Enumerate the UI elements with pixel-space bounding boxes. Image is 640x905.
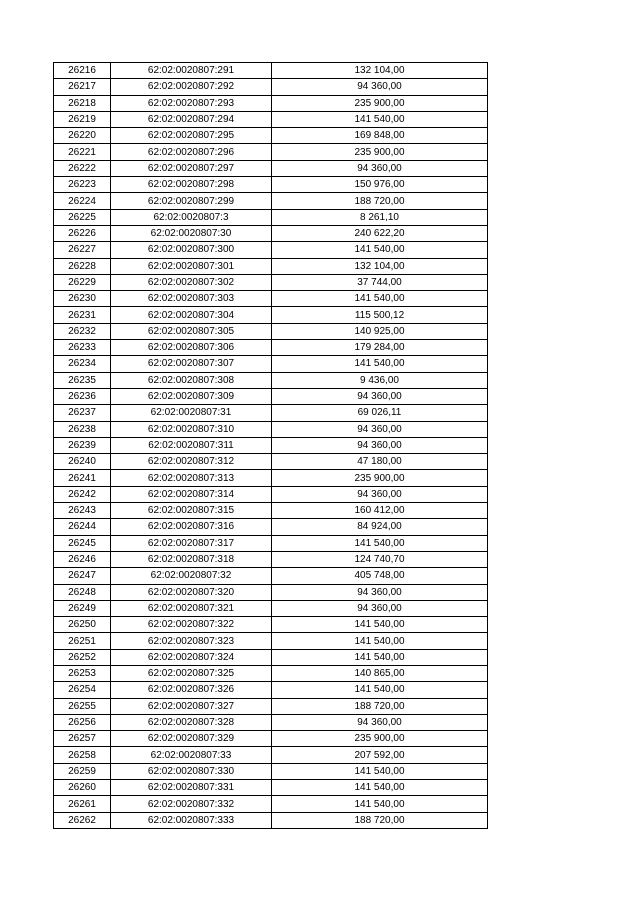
cadastral-number-cell: 62:02:0020807:303 (111, 291, 272, 307)
cadastral-number-cell: 62:02:0020807:323 (111, 633, 272, 649)
row-number-cell: 26253 (54, 665, 111, 681)
cadastral-number-cell: 62:02:0020807:330 (111, 763, 272, 779)
cadastral-value-cell: 94 360,00 (272, 714, 488, 730)
row-number-cell: 26221 (54, 144, 111, 160)
cadastral-value-cell: 94 360,00 (272, 437, 488, 453)
table-row (54, 503, 488, 519)
cadastral-number-cell: 62:02:0020807:317 (111, 535, 272, 551)
cadastral-value-cell: 47 180,00 (272, 454, 488, 470)
cadastral-number-cell: 62:02:0020807:327 (111, 698, 272, 714)
table-row (54, 340, 488, 356)
cadastral-value-cell: 9 436,00 (272, 372, 488, 388)
cadastral-value-cell: 235 900,00 (272, 470, 488, 486)
cadastral-number-cell: 62:02:0020807:332 (111, 796, 272, 812)
cadastral-value-cell: 94 360,00 (272, 388, 488, 404)
table-row (54, 796, 488, 812)
row-number-cell: 26247 (54, 568, 111, 584)
table-row (54, 649, 488, 665)
row-number-cell: 26237 (54, 405, 111, 421)
cadastral-number-cell: 62:02:0020807:331 (111, 780, 272, 796)
cadastral-number-cell: 62:02:0020807:310 (111, 421, 272, 437)
cadastral-number-cell: 62:02:0020807:293 (111, 95, 272, 111)
row-number-cell: 26259 (54, 763, 111, 779)
row-number-cell: 26255 (54, 698, 111, 714)
cadastral-value-cell: 94 360,00 (272, 486, 488, 502)
cadastral-number-cell: 62:02:0020807:305 (111, 323, 272, 339)
cadastral-value-cell: 141 540,00 (272, 242, 488, 258)
cadastral-value-cell: 169 848,00 (272, 128, 488, 144)
table-row (54, 95, 488, 111)
cadastral-value-cell: 141 540,00 (272, 780, 488, 796)
cadastral-value-cell: 124 740,70 (272, 551, 488, 567)
cadastral-value-cell: 141 540,00 (272, 356, 488, 372)
cadastral-value-cell: 132 104,00 (272, 258, 488, 274)
cadastral-value-cell: 94 360,00 (272, 160, 488, 176)
table-row (54, 356, 488, 372)
row-number-cell: 26261 (54, 796, 111, 812)
table-row (54, 633, 488, 649)
cadastral-value-cell: 141 540,00 (272, 649, 488, 665)
table-row (54, 454, 488, 470)
table-row (54, 307, 488, 323)
row-number-cell: 26245 (54, 535, 111, 551)
table-row (54, 160, 488, 176)
row-number-cell: 26256 (54, 714, 111, 730)
row-number-cell: 26246 (54, 551, 111, 567)
table-row (54, 617, 488, 633)
cadastral-value-cell: 8 261,10 (272, 209, 488, 225)
cadastral-number-cell: 62:02:0020807:312 (111, 454, 272, 470)
row-number-cell: 26254 (54, 682, 111, 698)
row-number-cell: 26222 (54, 160, 111, 176)
cadastral-value-cell: 235 900,00 (272, 731, 488, 747)
cadastral-number-cell: 62:02:0020807:325 (111, 665, 272, 681)
table-body (54, 63, 488, 829)
cadastral-number-cell: 62:02:0020807:307 (111, 356, 272, 372)
row-number-cell: 26220 (54, 128, 111, 144)
table-row (54, 79, 488, 95)
row-number-cell: 26262 (54, 812, 111, 828)
cadastral-number-cell: 62:02:0020807:320 (111, 584, 272, 600)
row-number-cell: 26249 (54, 600, 111, 616)
row-number-cell: 26226 (54, 225, 111, 241)
cadastral-value-cell: 37 744,00 (272, 274, 488, 290)
table-row (54, 763, 488, 779)
row-number-cell: 26242 (54, 486, 111, 502)
row-number-cell: 26224 (54, 193, 111, 209)
table-row (54, 568, 488, 584)
row-number-cell: 26225 (54, 209, 111, 225)
table-row (54, 323, 488, 339)
cadastral-value-table (53, 62, 488, 829)
table-row (54, 519, 488, 535)
cadastral-value-cell: 141 540,00 (272, 617, 488, 633)
cadastral-number-cell: 62:02:0020807:333 (111, 812, 272, 828)
cadastral-value-cell: 141 540,00 (272, 633, 488, 649)
cadastral-number-cell: 62:02:0020807:299 (111, 193, 272, 209)
row-number-cell: 26251 (54, 633, 111, 649)
cadastral-value-cell: 94 360,00 (272, 600, 488, 616)
row-number-cell: 26217 (54, 79, 111, 95)
cadastral-number-cell: 62:02:0020807:301 (111, 258, 272, 274)
cadastral-number-cell: 62:02:0020807:311 (111, 437, 272, 453)
table-row (54, 274, 488, 290)
row-number-cell: 26219 (54, 111, 111, 127)
table-row (54, 486, 488, 502)
cadastral-value-cell: 235 900,00 (272, 144, 488, 160)
table-row (54, 421, 488, 437)
cadastral-number-cell: 62:02:0020807:306 (111, 340, 272, 356)
cadastral-value-cell: 188 720,00 (272, 812, 488, 828)
cadastral-value-cell: 179 284,00 (272, 340, 488, 356)
row-number-cell: 26250 (54, 617, 111, 633)
cadastral-number-cell: 62:02:0020807:304 (111, 307, 272, 323)
cadastral-number-cell: 62:02:0020807:324 (111, 649, 272, 665)
cadastral-value-cell: 150 976,00 (272, 177, 488, 193)
cadastral-value-cell: 84 924,00 (272, 519, 488, 535)
row-number-cell: 26231 (54, 307, 111, 323)
row-number-cell: 26223 (54, 177, 111, 193)
row-number-cell: 26227 (54, 242, 111, 258)
cadastral-number-cell: 62:02:0020807:294 (111, 111, 272, 127)
cadastral-number-cell: 62:02:0020807:302 (111, 274, 272, 290)
table-row (54, 437, 488, 453)
row-number-cell: 26258 (54, 747, 111, 763)
row-number-cell: 26234 (54, 356, 111, 372)
row-number-cell: 26235 (54, 372, 111, 388)
table-row (54, 128, 488, 144)
cadastral-number-cell: 62:02:0020807:314 (111, 486, 272, 502)
table-row (54, 291, 488, 307)
cadastral-number-cell: 62:02:0020807:329 (111, 731, 272, 747)
row-number-cell: 26260 (54, 780, 111, 796)
cadastral-value-cell: 141 540,00 (272, 682, 488, 698)
cadastral-value-cell: 188 720,00 (272, 698, 488, 714)
cadastral-value-cell: 69 026,11 (272, 405, 488, 421)
table-row (54, 405, 488, 421)
cadastral-number-cell: 62:02:0020807:315 (111, 503, 272, 519)
cadastral-number-cell: 62:02:0020807:291 (111, 63, 272, 79)
row-number-cell: 26230 (54, 291, 111, 307)
cadastral-value-cell: 188 720,00 (272, 193, 488, 209)
table-row (54, 714, 488, 730)
row-number-cell: 26243 (54, 503, 111, 519)
cadastral-value-cell: 140 865,00 (272, 665, 488, 681)
row-number-cell: 26257 (54, 731, 111, 747)
cadastral-value-cell: 141 540,00 (272, 111, 488, 127)
row-number-cell: 26244 (54, 519, 111, 535)
table-row (54, 470, 488, 486)
table-row (54, 63, 488, 79)
table-row (54, 111, 488, 127)
cadastral-value-cell: 240 622,20 (272, 225, 488, 241)
table-row (54, 780, 488, 796)
cadastral-number-cell: 62:02:0020807:30 (111, 225, 272, 241)
row-number-cell: 26229 (54, 274, 111, 290)
cadastral-value-cell: 115 500,12 (272, 307, 488, 323)
row-number-cell: 26238 (54, 421, 111, 437)
table-row (54, 372, 488, 388)
table-row (54, 682, 488, 698)
table-row (54, 600, 488, 616)
cadastral-number-cell: 62:02:0020807:328 (111, 714, 272, 730)
row-number-cell: 26218 (54, 95, 111, 111)
table-row (54, 698, 488, 714)
cadastral-value-cell: 235 900,00 (272, 95, 488, 111)
table-row (54, 225, 488, 241)
table-row (54, 193, 488, 209)
cadastral-number-cell: 62:02:0020807:313 (111, 470, 272, 486)
cadastral-value-cell: 140 925,00 (272, 323, 488, 339)
cadastral-value-cell: 94 360,00 (272, 79, 488, 95)
row-number-cell: 26233 (54, 340, 111, 356)
cadastral-number-cell: 62:02:0020807:3 (111, 209, 272, 225)
cadastral-number-cell: 62:02:0020807:297 (111, 160, 272, 176)
row-number-cell: 26252 (54, 649, 111, 665)
cadastral-number-cell: 62:02:0020807:298 (111, 177, 272, 193)
cadastral-number-cell: 62:02:0020807:33 (111, 747, 272, 763)
table-row (54, 144, 488, 160)
cadastral-value-cell: 207 592,00 (272, 747, 488, 763)
cadastral-value-cell: 405 748,00 (272, 568, 488, 584)
cadastral-number-cell: 62:02:0020807:296 (111, 144, 272, 160)
cadastral-number-cell: 62:02:0020807:300 (111, 242, 272, 258)
cadastral-number-cell: 62:02:0020807:318 (111, 551, 272, 567)
cadastral-value-cell: 141 540,00 (272, 796, 488, 812)
row-number-cell: 26239 (54, 437, 111, 453)
cadastral-value-cell: 94 360,00 (272, 584, 488, 600)
table-row (54, 177, 488, 193)
cadastral-number-cell: 62:02:0020807:292 (111, 79, 272, 95)
row-number-cell: 26232 (54, 323, 111, 339)
cadastral-number-cell: 62:02:0020807:316 (111, 519, 272, 535)
cadastral-number-cell: 62:02:0020807:32 (111, 568, 272, 584)
cadastral-number-cell: 62:02:0020807:308 (111, 372, 272, 388)
row-number-cell: 26241 (54, 470, 111, 486)
cadastral-number-cell: 62:02:0020807:326 (111, 682, 272, 698)
table-row (54, 242, 488, 258)
cadastral-value-cell: 132 104,00 (272, 63, 488, 79)
cadastral-number-cell: 62:02:0020807:321 (111, 600, 272, 616)
cadastral-value-cell: 94 360,00 (272, 421, 488, 437)
table-row (54, 812, 488, 828)
cadastral-number-cell: 62:02:0020807:309 (111, 388, 272, 404)
table-row (54, 209, 488, 225)
table-row (54, 388, 488, 404)
row-number-cell: 26236 (54, 388, 111, 404)
cadastral-value-cell: 141 540,00 (272, 763, 488, 779)
cadastral-number-cell: 62:02:0020807:322 (111, 617, 272, 633)
table-row (54, 584, 488, 600)
table-row (54, 747, 488, 763)
row-number-cell: 26216 (54, 63, 111, 79)
table-row (54, 258, 488, 274)
cadastral-value-cell: 141 540,00 (272, 535, 488, 551)
table-row (54, 665, 488, 681)
row-number-cell: 26228 (54, 258, 111, 274)
row-number-cell: 26248 (54, 584, 111, 600)
table-row (54, 551, 488, 567)
cadastral-value-cell: 141 540,00 (272, 291, 488, 307)
table-row (54, 731, 488, 747)
row-number-cell: 26240 (54, 454, 111, 470)
cadastral-number-cell: 62:02:0020807:31 (111, 405, 272, 421)
cadastral-value-cell: 160 412,00 (272, 503, 488, 519)
table-row (54, 535, 488, 551)
cadastral-number-cell: 62:02:0020807:295 (111, 128, 272, 144)
